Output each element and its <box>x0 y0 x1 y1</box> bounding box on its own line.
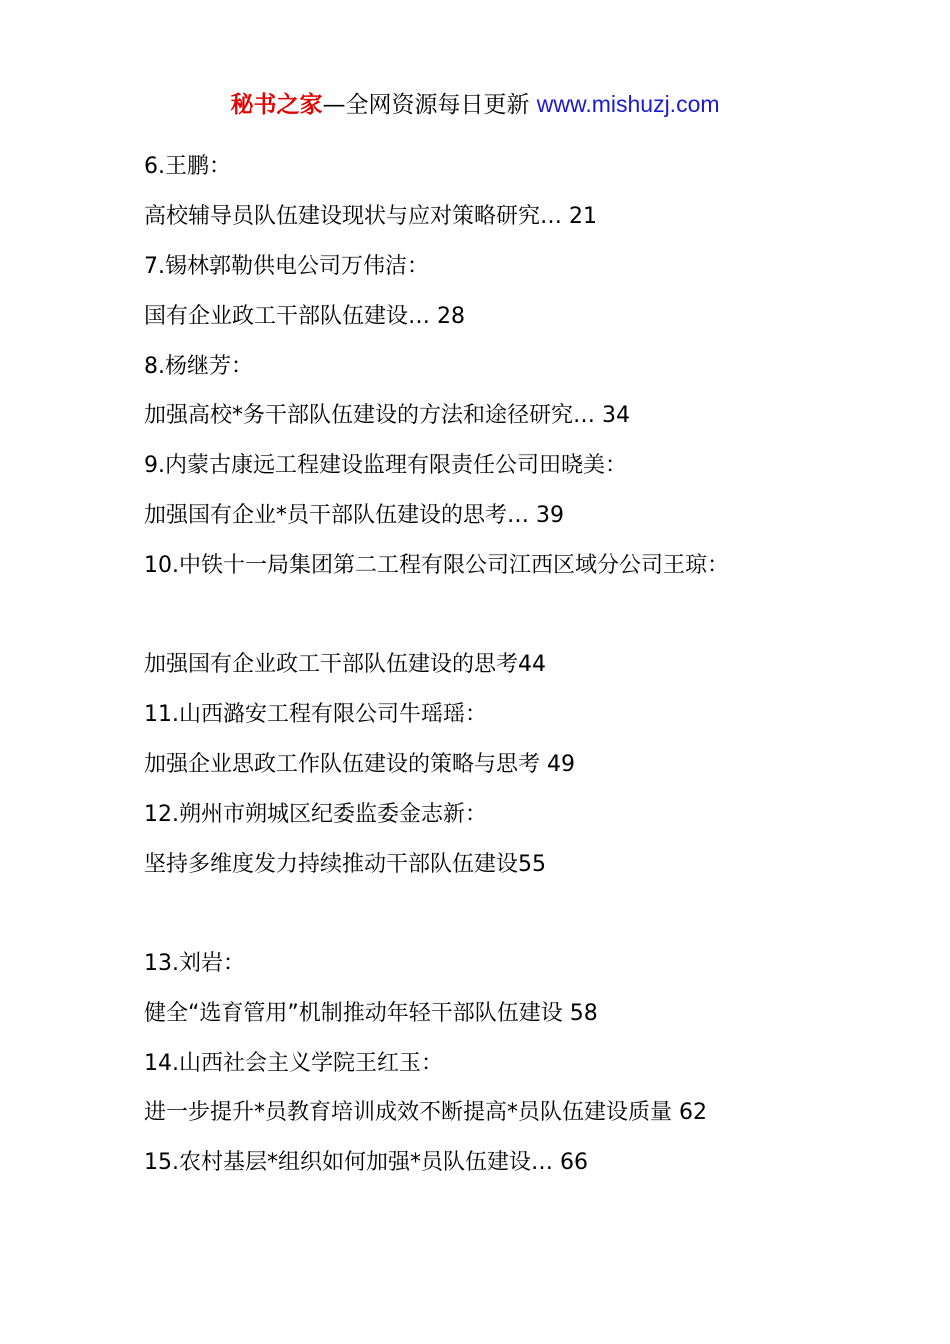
toc-entry-title: 15.农村基层*组织如何加强*员队伍建设… 66 <box>144 1150 588 1175</box>
toc-entry-title: 国有企业政工干部队伍建设… 28 <box>144 304 465 329</box>
toc-entry-title: 加强企业思政工作队伍建设的策略与思考 49 <box>144 752 575 777</box>
toc-entry-author: 6.王鹏： <box>144 154 231 179</box>
toc-entry-author: 11.山西潞安工程有限公司牛瑶瑶： <box>144 702 487 727</box>
toc-entry-author: 14.山西社会主义学院王红玉： <box>144 1051 443 1076</box>
toc-entry-title: 坚持多维度发力持续推动干部队伍建设55 <box>144 852 546 877</box>
toc-entry-title: 加强国有企业*员干部队伍建设的思考… 39 <box>144 503 564 528</box>
brand-name: 秘书之家 <box>230 92 323 118</box>
toc-entry-title: 进一步提升*员教育培训成效不断提高*员队伍建设质量 62 <box>144 1100 707 1125</box>
site-url: www.mishuzj.com <box>536 91 720 117</box>
toc-entry-author: 10.中铁十一局集团第二工程有限公司江西区域分公司王琼： <box>144 553 729 578</box>
toc-entry-author: 7.锡林郭勒供电公司万伟洁： <box>144 254 429 279</box>
toc-entry-title: 高校辅导员队伍建设现状与应对策略研究… 21 <box>144 204 597 229</box>
toc-entry-author: 13.刘岩： <box>144 951 245 976</box>
toc-entry-author: 9.内蒙古康远工程建设监理有限责任公司田晓美： <box>144 453 627 478</box>
header-tagline: —全网资源每日更新 <box>322 92 537 118</box>
toc-entry-title: 加强高校*务干部队伍建设的方法和途径研究… 34 <box>144 403 630 428</box>
page-header <box>0 88 950 121</box>
toc-entry-author: 8.杨继芳： <box>144 354 253 379</box>
toc-entry-author: 12.朔州市朔城区纪委监委金志新： <box>144 802 487 827</box>
toc-entry-title: 加强国有企业政工干部队伍建设的思考44 <box>144 652 546 677</box>
toc-entry-title: 健全“选育管用”机制推动年轻干部队伍建设 58 <box>144 1001 598 1026</box>
